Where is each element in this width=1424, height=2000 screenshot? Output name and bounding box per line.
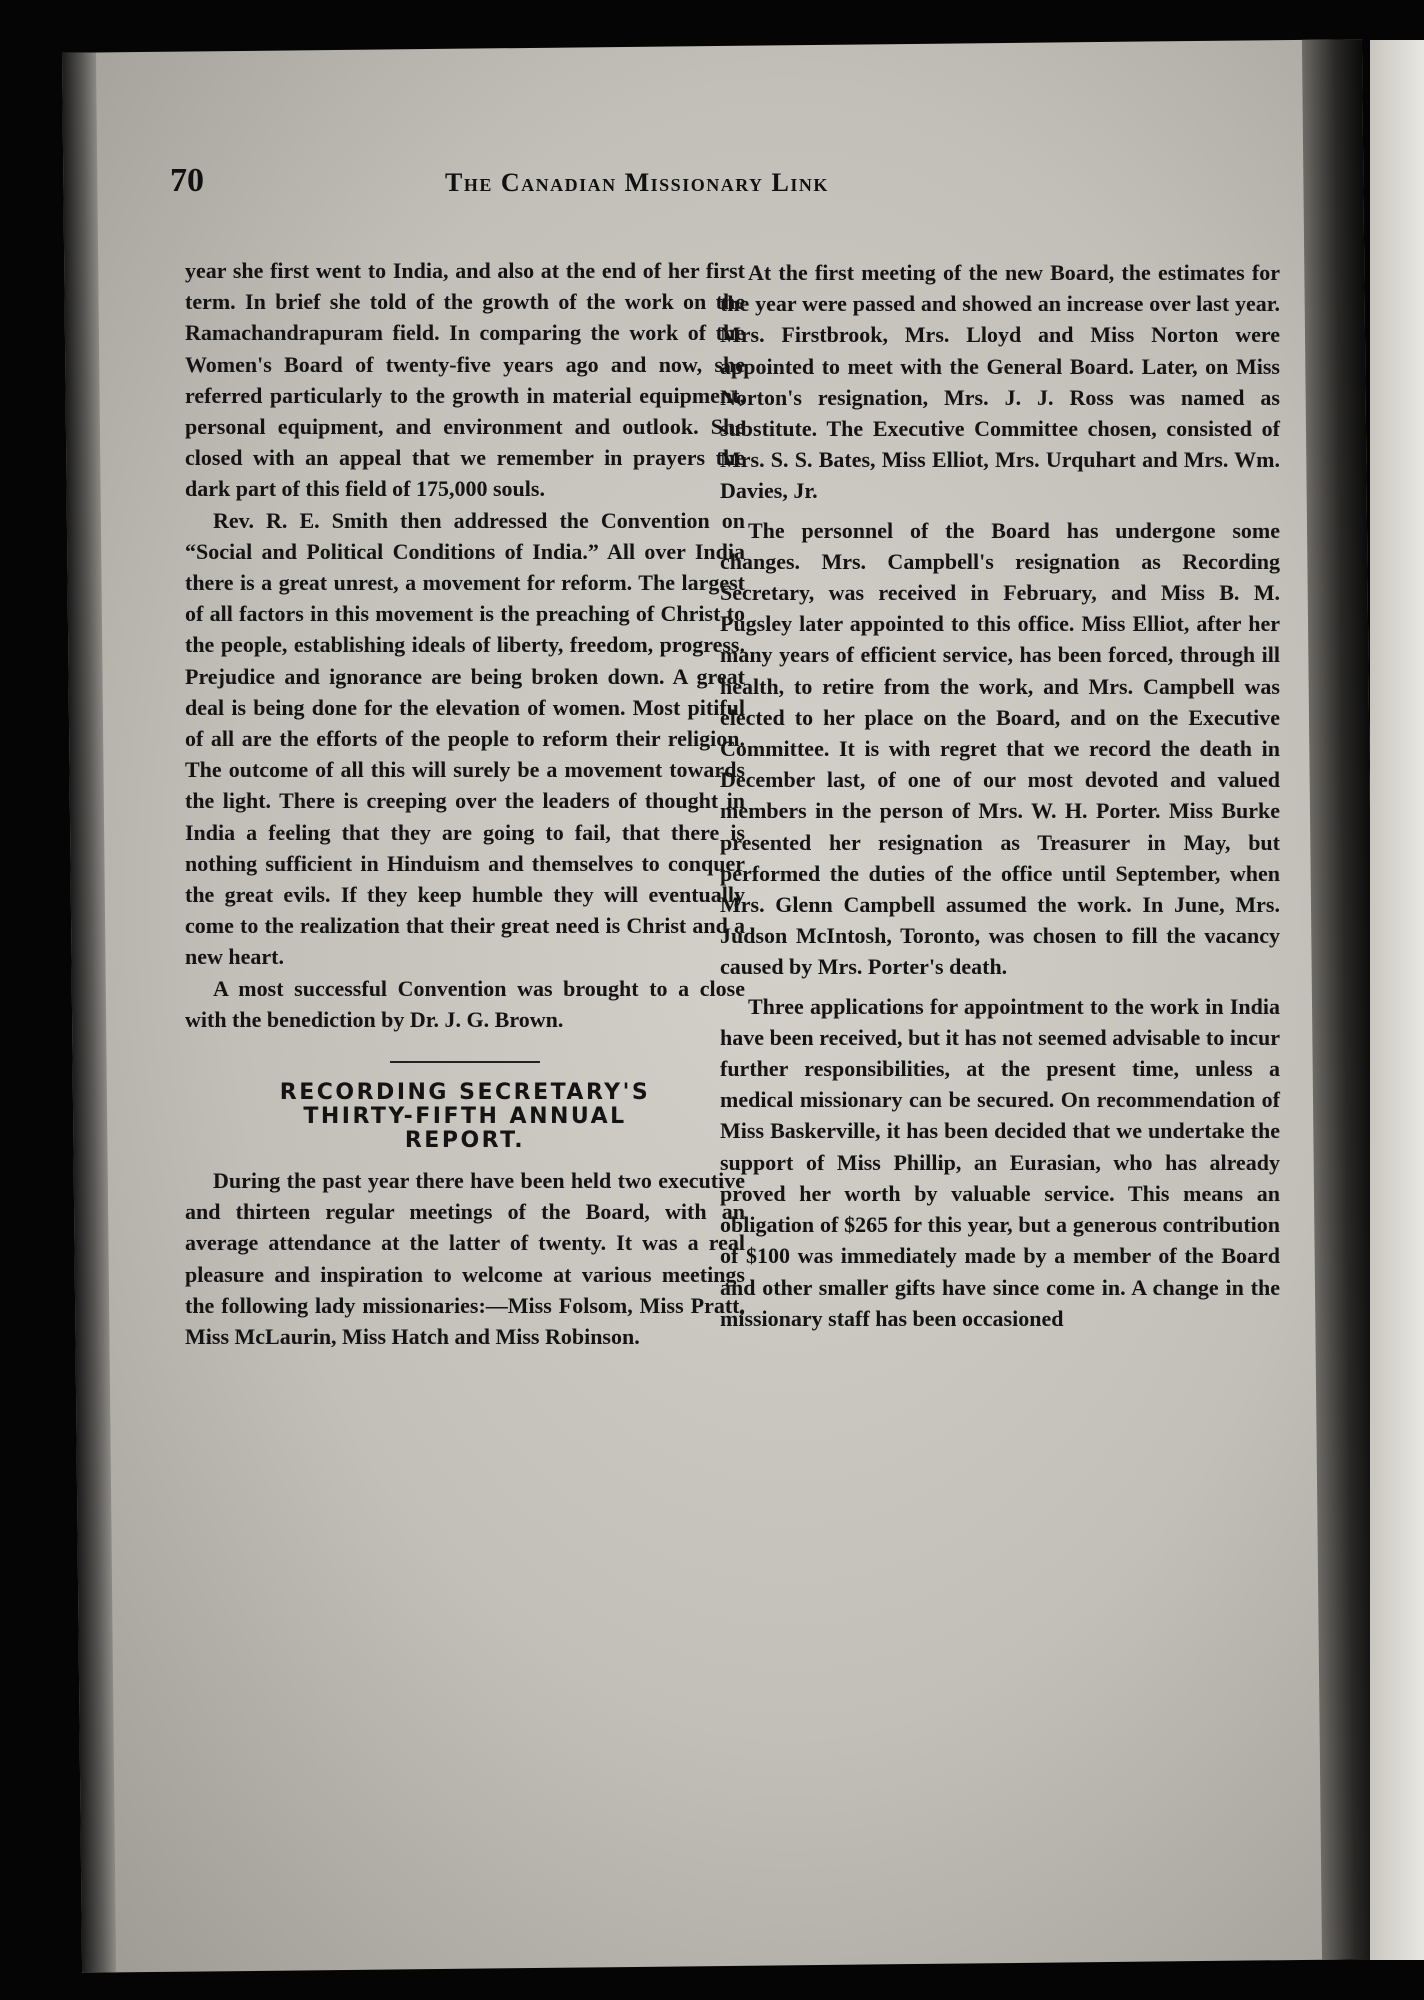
page-header [170,162,1270,222]
left-paragraph-1: year she first went to India, and also at the end of her first term. In brief she told of the growth of the work on the Ramachandrapuram field. In comparing the work of the Women's Board of twenty-five years ago and now, she referred particularly to the growth in material equipment, personal equipment, and environment and outlook. She closed with an appeal that we remember in prayers the dark part of this field of 175,000 souls. [185,258,745,502]
left-paragraph-3: A most successful Convention was brought to a close with the benediction by Dr. J. G. Brown. [185,975,745,1032]
section-heading [185,1081,745,1153]
section-heading-line-3: REPORT. [404,1128,526,1154]
running-title: The Canadian Missionary Link [445,168,829,197]
left-column [185,255,745,1352]
adjacent-page-edge [1370,40,1424,1960]
right-column [720,257,1280,1334]
left-paragraph-2: Rev. R. E. Smith then addressed the Convention on “Social and Political Conditions of India.” All over India there is a great unrest, a movement for reform. The largest of all factors in this movement is the preaching of Christ to the people, establishing ideals of liberty, freedom, progress. Prejudice and ignorance are being broken down. A great deal is being done for the elevation of women. Most pitiful of all are the efforts of the people to reform their religion. The outcome of all this will surely be a movement towards the light. There is creeping over the leaders of thought in India a feeling that they are going to fail, that there is nothing sufficient in Hinduism and themselves to conquer the great evils. If they keep humble they will eventually come to the realization that their great need is Christ and a new heart. [185,507,745,970]
section-heading-line-1: RECORDING SECRETARY'S [279,1080,651,1106]
right-paragraph-3: Three applications for appointment to the work in India have been received, but it has not seemed advisable to incur further responsibilities, at the present time, unless a medical missionary can be secured. On recommendation of Miss Baskerville, it has been decided that we undertake the support of Miss Phillip, an Eurasian, who has already proved her worth by valuable service. This means an obligation of $265 for this year, but a generous contribution of $100 was immediately made by a member of the Board and other smaller gifts have since come in. A change in the missionary staff has been occasioned [720,993,1280,1331]
section-heading-line-2: THIRTY-FIFTH ANNUAL [303,1104,627,1130]
page-number: 70 [170,162,204,199]
right-paragraph-2: The personnel of the Board has undergone some changes. Mrs. Campbell's resignation as Recording Secretary, was received in February, and Miss B. M. Pugsley later appointed to this office. Miss Elliot, after her many years of efficient service, has been forced, through ill health, to retire from the work, and Mrs. Campbell was elected to her place on the Board, and on the Executive Committee. It is with regret that we record the death in December last, of one of our most devoted and valued members in the person of Mrs. W. H. Porter. Miss Burke presented her resignation as Treasurer in May, but performed the duties of the office until September, when Mrs. Glenn Campbell assumed the work. In June, Mrs. Judson McIntosh, Toronto, was chosen to fill the vacancy caused by Mrs. Porter's death. [720,517,1280,980]
section-paragraph: During the past year there have been held two executive and thirteen regular meetings of the Board, with an average attendance at the latter of twenty. It was a real pleasure and inspiration to welcome at various meetings the following lady missionaries:—Miss Folsom, Miss Pratt, Miss McLaurin, Miss Hatch and Miss Robinson. [185,1168,745,1350]
right-paragraph-1: At the first meeting of the new Board, the estimates for the year were passed and showed an increase over last year. Mrs. Firstbrook, Mrs. Lloyd and Miss Norton were appointed to meet with the General Board. Later, on Miss Norton's resignation, Mrs. J. J. Ross was named as substitute. The Executive Committee chosen, consisted of Mrs. S. S. Bates, Miss Elliot, Mrs. Urquhart and Mrs. Wm. Davies, Jr. [720,260,1280,504]
section-divider [390,1061,540,1063]
binding-shadow [62,53,116,1973]
